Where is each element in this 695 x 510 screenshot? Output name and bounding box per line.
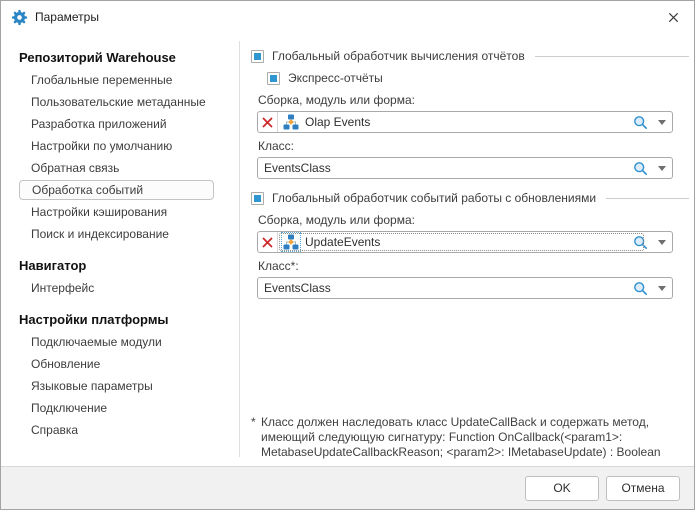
dropdown-button[interactable] — [652, 232, 672, 252]
red-x-icon — [262, 117, 273, 128]
sidebar-item-update[interactable]: Обновление — [31, 357, 101, 371]
chevron-down-icon — [658, 120, 666, 125]
search-button[interactable] — [628, 115, 652, 130]
close-x-icon — [667, 11, 680, 24]
report-calc-handler-group-header — [249, 49, 689, 63]
sidebar-item-plugins[interactable]: Подключаемые модули — [31, 335, 162, 349]
magnifier-icon — [633, 281, 648, 296]
footnote-text: Класс должен наследовать класс UpdateCallBack и содержать метод, имеющий следующую сигнатуру: Function OnCallback(<param1>: MetabaseUpdateCallbackReason; <param2>: IMetabaseUpdate) : Boolean — [261, 415, 661, 459]
group-rule — [535, 56, 689, 57]
chevron-down-icon — [658, 240, 666, 245]
chevron-down-icon — [658, 286, 666, 291]
search-button[interactable] — [628, 235, 652, 250]
update-events-handler-group-header — [249, 191, 689, 205]
class-label-2: Класс*: — [258, 259, 299, 273]
content-panel — [249, 41, 689, 299]
chevron-down-icon — [658, 166, 666, 171]
express-reports-row — [267, 71, 689, 85]
class-requirement-footnote — [251, 415, 695, 460]
titlebar — [1, 1, 694, 33]
dropdown-button[interactable] — [652, 278, 672, 298]
sidebar-item-connection[interactable]: Подключение — [31, 401, 108, 415]
assembly-value-updates: UpdateEvents — [305, 235, 381, 249]
footnote-marker: * — [251, 415, 256, 429]
assembly-label-1: Сборка, модуль или форма: — [258, 93, 415, 107]
express-reports-checkbox[interactable] — [267, 72, 280, 85]
search-button[interactable] — [628, 161, 652, 176]
sidebar-item-cache-settings[interactable]: Настройки кэширования — [31, 205, 168, 219]
sidebar-item-app-development[interactable]: Разработка приложений — [31, 117, 167, 131]
sidebar-section-navigator: Навигатор — [19, 258, 87, 273]
sidebar-item-language-settings[interactable]: Языковые параметры — [31, 379, 153, 393]
express-reports-label[interactable]: Экспресс-отчёты — [288, 71, 383, 85]
sidebar-item-custom-metadata[interactable]: Пользовательские метаданные — [31, 95, 206, 109]
assembly-value-reports: Olap Events — [305, 115, 371, 129]
dialog-footer — [1, 466, 694, 509]
report-calc-handler-checkbox[interactable] — [251, 50, 264, 63]
class-picker-updates[interactable] — [257, 277, 673, 299]
sidebar-item-search-indexing[interactable]: Поиск и индексирование — [31, 227, 169, 241]
class-picker-reports[interactable] — [257, 157, 673, 179]
sidebar-item-interface[interactable]: Интерфейс — [31, 281, 95, 295]
sidebar-item-help[interactable]: Справка — [31, 423, 79, 437]
clear-button[interactable] — [258, 112, 278, 132]
checkbox-fill — [254, 195, 261, 202]
class-value-reports: EventsClass — [264, 161, 331, 175]
window-title: Параметры — [35, 10, 99, 24]
module-hierarchy-icon — [282, 113, 300, 131]
sidebar — [9, 41, 239, 441]
class-label-1: Класс: — [258, 139, 294, 153]
sidebar-section-warehouse: Репозиторий Warehouse — [19, 50, 176, 65]
dropdown-button[interactable] — [652, 158, 672, 178]
magnifier-icon — [633, 161, 648, 176]
module-hierarchy-icon — [282, 233, 300, 251]
dropdown-button[interactable] — [652, 112, 672, 132]
checkbox-fill — [254, 53, 261, 60]
assembly-picker-updates[interactable] — [257, 231, 673, 253]
class-value-updates: EventsClass — [264, 281, 331, 295]
assembly-label-2: Сборка, модуль или форма: — [258, 213, 415, 227]
sidebar-item-default-settings[interactable]: Настройки по умолчанию — [31, 139, 173, 153]
sidebar-item-event-processing[interactable]: Обработка событий — [19, 180, 214, 200]
clear-button[interactable] — [258, 232, 278, 252]
search-button[interactable] — [628, 281, 652, 296]
magnifier-icon — [633, 115, 648, 130]
cancel-button[interactable]: Отмена — [606, 476, 680, 501]
sidebar-item-global-variables[interactable]: Глобальные переменные — [31, 73, 173, 87]
report-calc-handler-title: Глобальный обработчик вычисления отчётов — [272, 49, 525, 63]
assembly-picker-reports[interactable] — [257, 111, 673, 133]
sidebar-item-feedback[interactable]: Обратная связь — [31, 161, 120, 175]
group-rule — [606, 198, 689, 199]
close-button[interactable] — [664, 8, 682, 26]
gear-icon — [11, 9, 28, 26]
ok-button[interactable]: OK — [525, 476, 599, 501]
update-events-handler-title: Глобальный обработчик событий работы с обновлениями — [272, 191, 597, 205]
sidebar-separator — [239, 41, 240, 457]
magnifier-icon — [633, 235, 648, 250]
checkbox-fill — [270, 75, 277, 82]
update-events-handler-checkbox[interactable] — [251, 192, 264, 205]
red-x-icon — [262, 237, 273, 248]
sidebar-section-platform: Настройки платформы — [19, 312, 169, 327]
